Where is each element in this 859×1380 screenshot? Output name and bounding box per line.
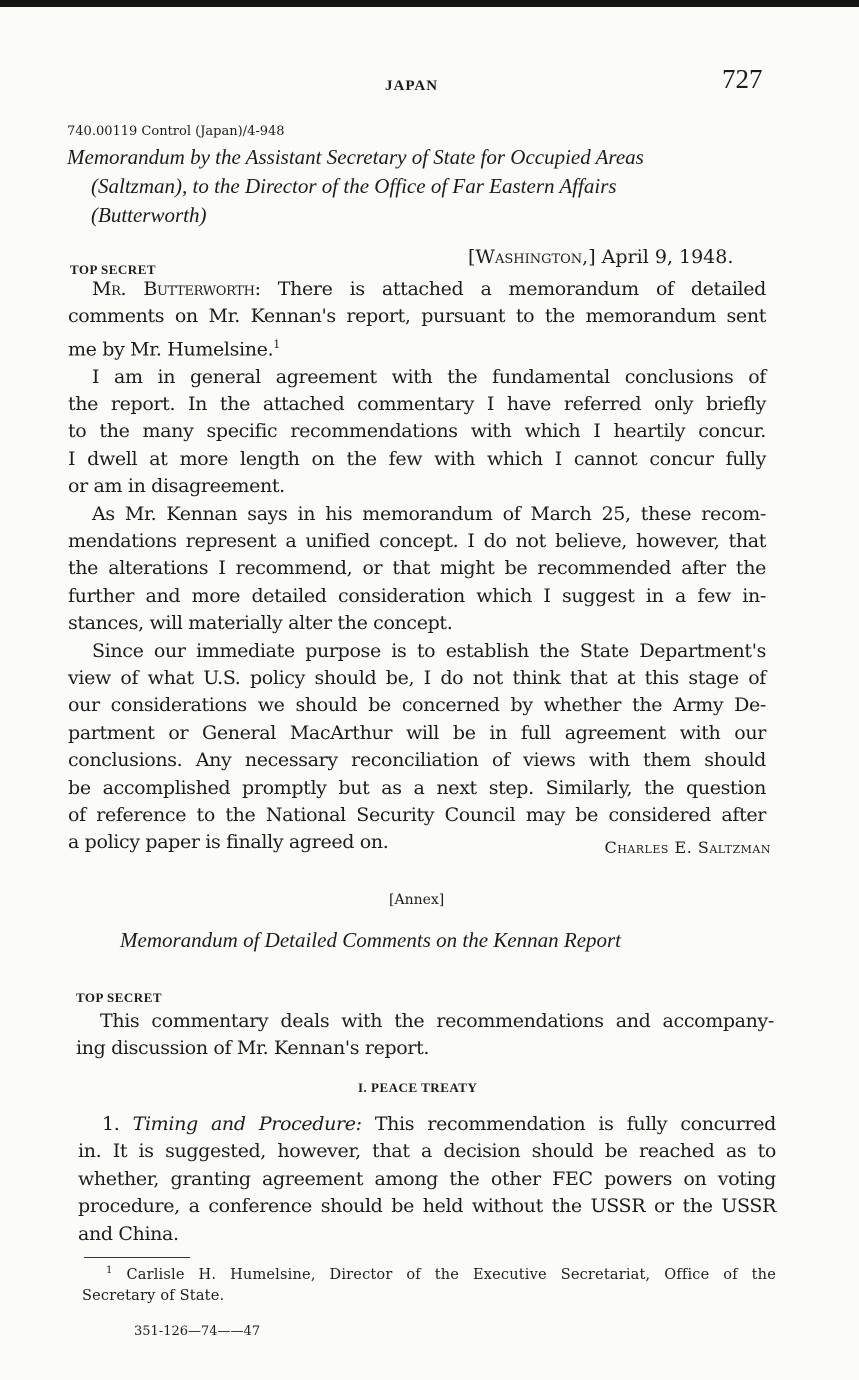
section-heading: I. PEACE TREATY xyxy=(358,1080,478,1095)
annex-classification: TOP SECRET xyxy=(76,990,163,1005)
paragraph-line: This commentary deals with the recommendations and accompany- xyxy=(100,1010,774,1032)
paragraph-line: As Mr. Kennan says in his memorandum of March 25, these recom- xyxy=(92,502,766,525)
paragraph-4 xyxy=(68,638,766,857)
paragraph-3 xyxy=(68,501,766,638)
print-code: 351-126—74——47 xyxy=(134,1324,261,1339)
classification-label: TOP SECRET xyxy=(70,262,157,277)
paragraph-line: further and more detailed consideration which I suggest in a few in- xyxy=(68,584,766,607)
annex-item-1 xyxy=(78,1111,776,1248)
paragraph-line: I am in general agreement with the fundamental conclusions of xyxy=(92,365,766,388)
annex-label: [Annex] xyxy=(389,892,445,908)
paragraph-line: stances, will materially alter the concept. xyxy=(68,612,453,635)
paragraph-line: or am in disagreement. xyxy=(68,475,285,498)
paragraph-line: me by Mr. Humelsine. xyxy=(68,338,274,361)
paragraph-line: comments on Mr. Kennan's report, pursuant to the memorandum sent xyxy=(68,305,766,328)
paragraph-line: the alterations I recommend, or that might be recommended after the xyxy=(68,557,766,580)
document-title xyxy=(67,143,767,230)
paragraph-line: view of what U.S. policy should be, I do not think that at this stage of xyxy=(68,667,766,690)
footnote-line: Carlisle H. Humelsine, Director of the Executive Secretariat, Office of the xyxy=(126,1266,776,1283)
title-line: (Saltzman), to the Director of the Office of Far Eastern Affairs xyxy=(91,174,617,198)
paragraph-line: conclusions. Any necessary reconciliation of views with them should xyxy=(68,749,766,772)
item-heading: Timing and Procedure: xyxy=(132,1113,362,1135)
annex-intro xyxy=(76,1008,774,1063)
footnote-reference: 1 xyxy=(273,337,280,351)
footnote xyxy=(82,1260,776,1307)
annex-title: Memorandum of Detailed Comments on the Kennan Report xyxy=(120,928,622,952)
dateline-date: April 9, 1948. xyxy=(601,246,734,268)
footnote-rule xyxy=(84,1257,190,1258)
paragraph-1 xyxy=(68,276,766,364)
title-line: (Butterworth) xyxy=(91,203,207,227)
paragraph-line: This recommendation is fully concurred xyxy=(374,1113,776,1135)
title-line: Memorandum by the Assistant Secretary of State for Occupied Areas xyxy=(67,145,644,169)
paragraph-line: be accomplished promptly but as a next step. Similarly, the question xyxy=(68,776,766,799)
paragraph-line: a policy paper is finally agreed on. xyxy=(68,831,389,854)
footnote-line: Secretary of State. xyxy=(82,1287,225,1304)
paragraph-line: of reference to the National Security Council may be considered after xyxy=(68,804,766,827)
file-number: 740.00119 Control (Japan)/4-948 xyxy=(67,124,285,139)
signature: Charles E. Saltzman xyxy=(604,838,771,857)
paragraph-line: mendations represent a unified concept. I do not believe, however, that xyxy=(68,529,766,552)
paragraph-line: to the many specific recommendations with which I heartily concur. xyxy=(68,420,766,443)
paragraph-line: whether, granting agreement among the other FEC powers on voting xyxy=(78,1167,776,1190)
paragraph-line: There is attached a memorandum of detailed xyxy=(277,278,766,300)
running-head: JAPAN xyxy=(385,78,439,94)
top-edge-rule xyxy=(0,0,859,7)
paragraph-2 xyxy=(68,364,766,501)
paragraph-line: procedure, a conference should be held without the USSR or the USSR xyxy=(78,1195,776,1218)
item-number: 1. xyxy=(102,1113,120,1135)
page-number: 727 xyxy=(722,64,763,94)
dateline xyxy=(468,244,733,271)
paragraph-line: I dwell at more length on the few with which I cannot concur fully xyxy=(68,447,766,470)
salutation: Mr. Butterworth: xyxy=(92,278,261,300)
paragraph-line: partment or General MacArthur will be in full agreement with our xyxy=(68,721,766,744)
paragraph-line: Since our immediate purpose is to establish the State Department's xyxy=(92,639,766,662)
letter-body xyxy=(68,276,766,857)
footnote-marker: 1 xyxy=(106,1265,113,1276)
paragraph-line: the report. In the attached commentary I have referred only briefly xyxy=(68,392,766,415)
dateline-place: [Washington,] xyxy=(468,246,596,268)
paragraph-line: in. It is suggested, however, that a decision should be reached as to xyxy=(78,1140,776,1163)
paragraph-line: ing discussion of Mr. Kennan's report. xyxy=(76,1037,430,1060)
paragraph-line: our considerations we should be concerned by whether the Army De- xyxy=(68,694,766,717)
paragraph-line: and China. xyxy=(78,1222,179,1245)
